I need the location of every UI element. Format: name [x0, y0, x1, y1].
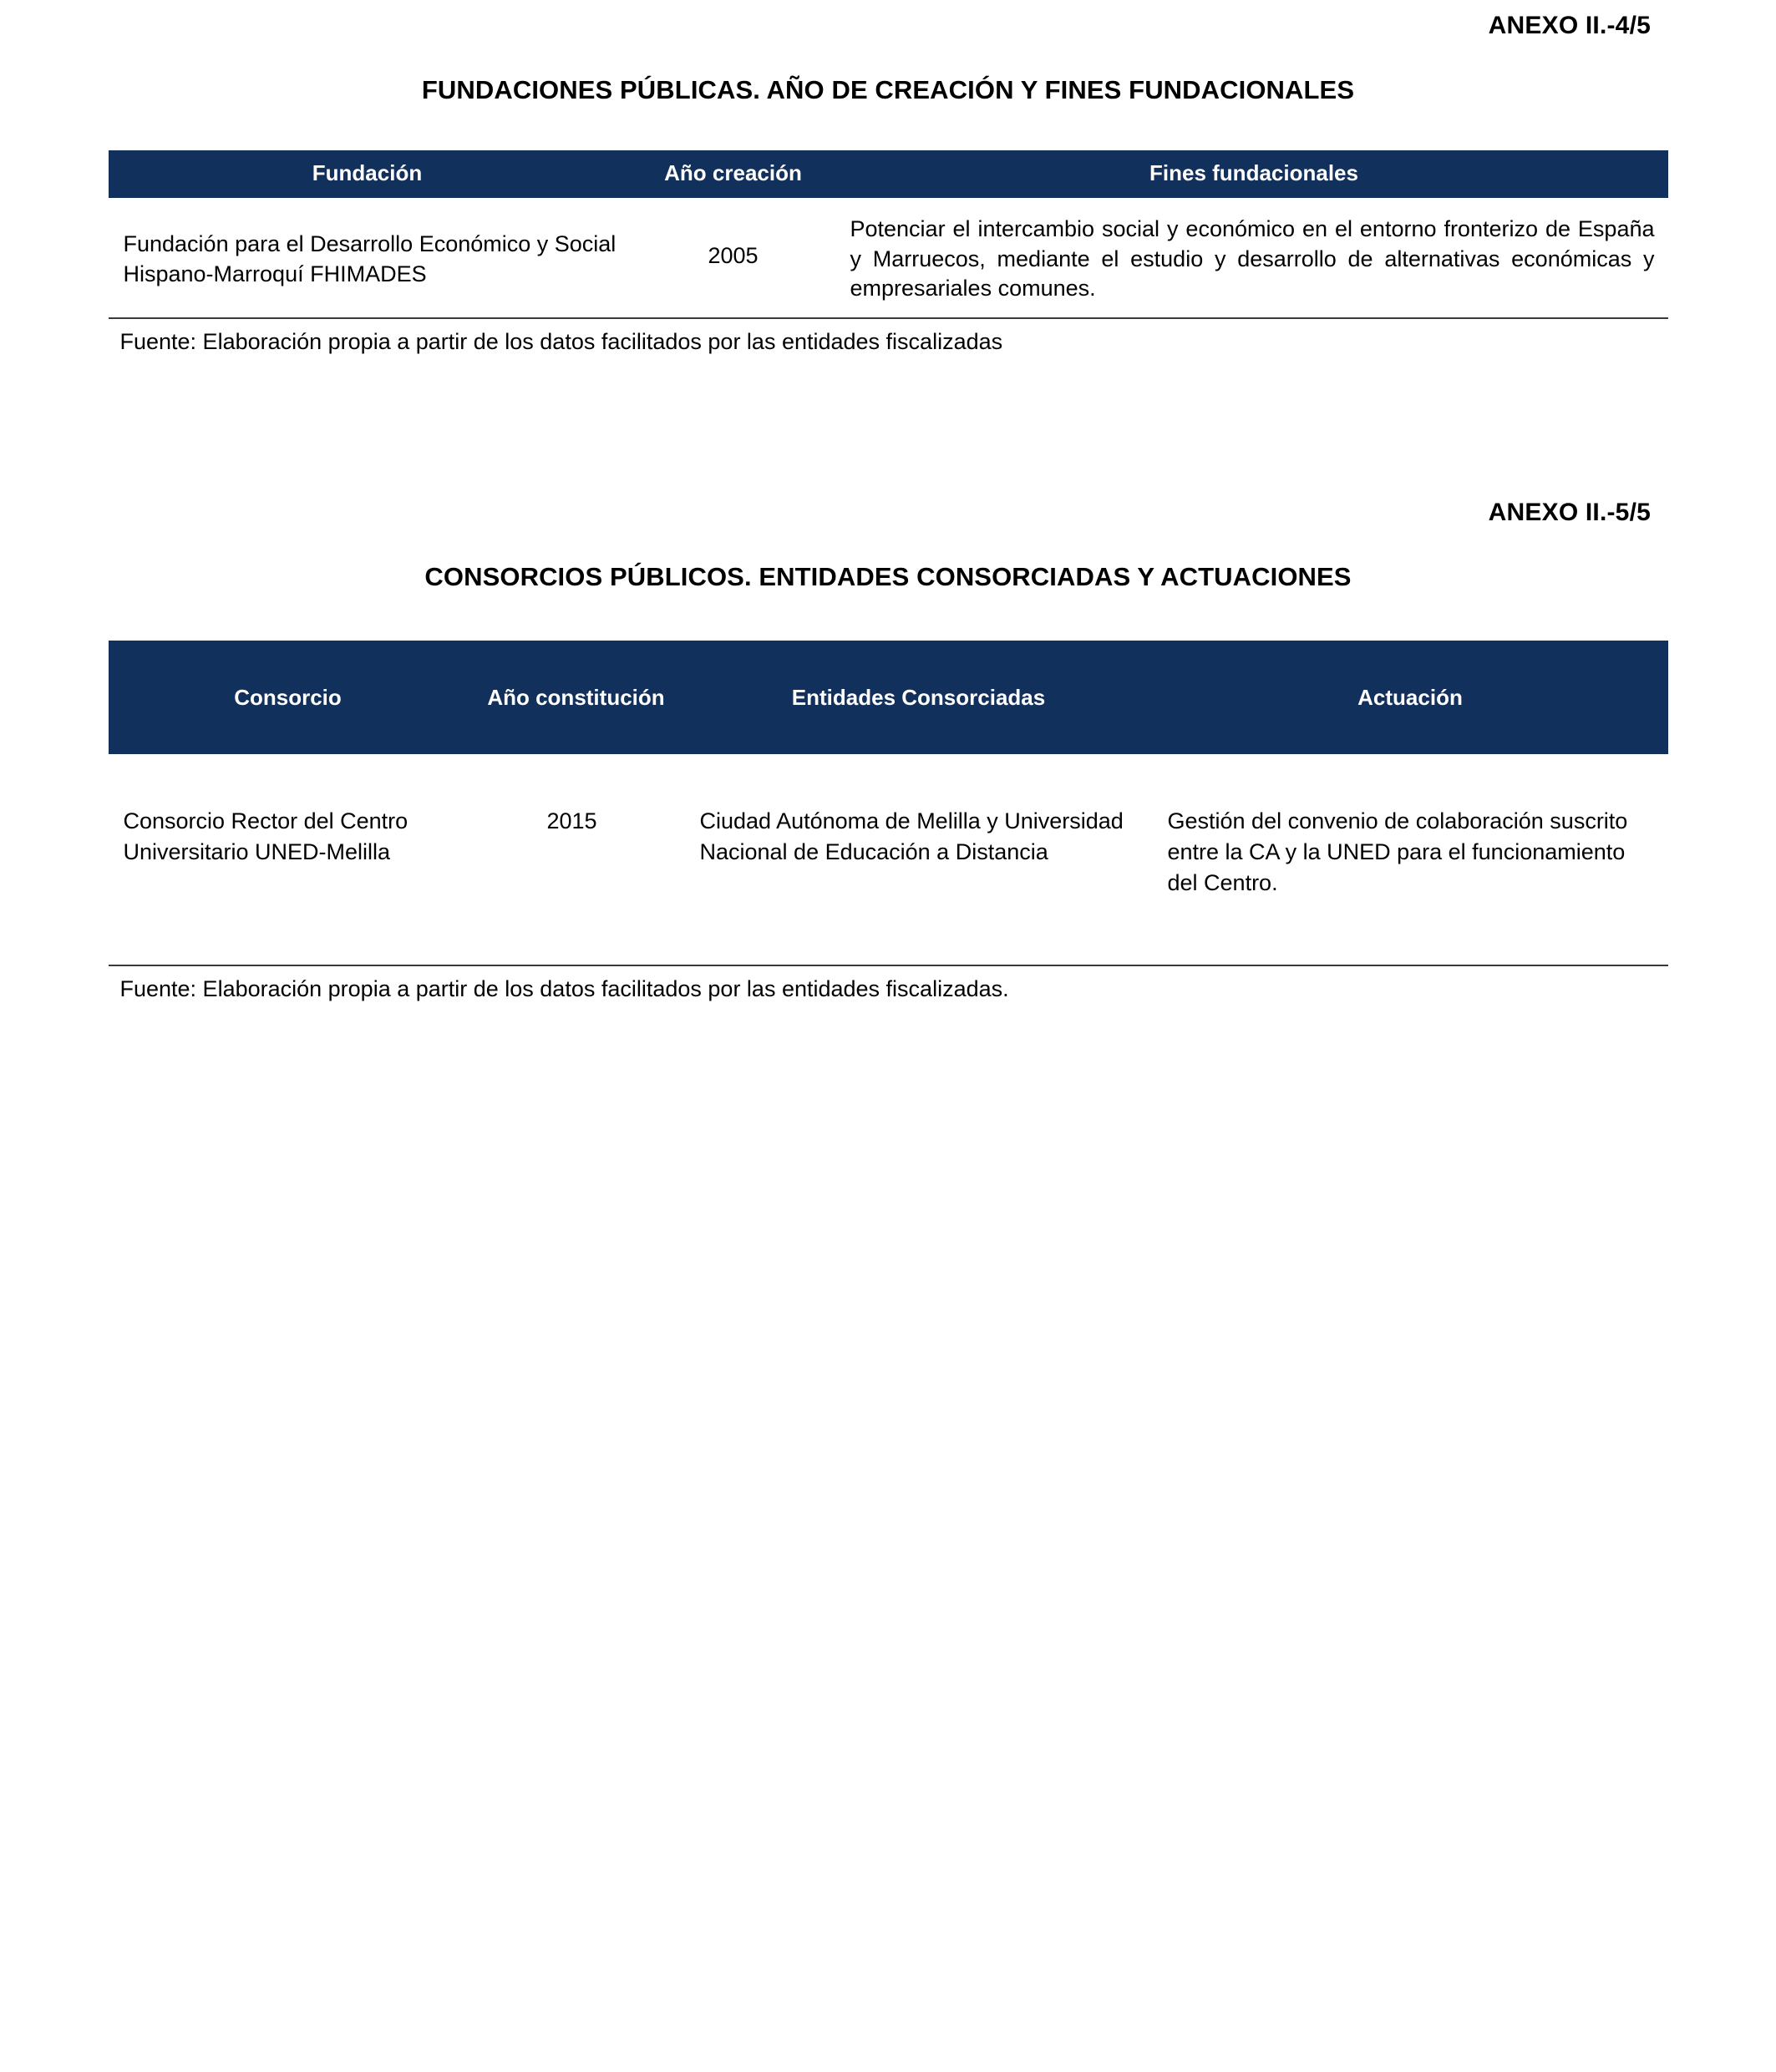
cell-consorcio-entidades: Ciudad Autónoma de Melilla y Universidad Nacional de Educación a Distancia — [685, 754, 1153, 965]
cell-consorcio-anio: 2015 — [468, 754, 685, 965]
col-header-anio-creacion: Año creación — [627, 150, 840, 198]
table-fundaciones — [109, 150, 1668, 319]
table-consorcios-body — [109, 754, 1668, 965]
section-title-fundaciones: FUNDACIONES PÚBLICAS. AÑO DE CREACIÓN Y FINES FUNDACIONALES — [421, 75, 1355, 104]
col-header-entidades: Entidades Consorciadas — [685, 641, 1153, 754]
cell-fundacion-fines: Potenciar el intercambio social y económico en el entorno fronterizo de España y Marruecos, mediante el estudio y desarrollo de alternativas económicas y empresariales comunes. — [840, 198, 1668, 318]
table-row — [109, 198, 1668, 318]
table-header-row — [109, 150, 1668, 198]
col-header-fines: Fines fundacionales — [840, 150, 1668, 198]
section-title-consorcios: CONSORCIOS PÚBLICOS. ENTIDADES CONSORCIADAS Y ACTUACIONES — [424, 561, 1352, 591]
table-consorcios — [109, 641, 1668, 966]
cell-consorcio-actuacion: Gestión del convenio de colaboración suscrito entre la CA y la UNED para el funcionamiento del Centro. — [1153, 754, 1668, 965]
cell-fundacion-anio: 2005 — [627, 198, 840, 318]
col-header-fundacion: Fundación — [109, 150, 627, 198]
table-header-row — [109, 641, 1668, 754]
table-fundaciones-header — [109, 150, 1668, 198]
anexo-label-1: ANEXO II.-4/5 — [1488, 12, 1651, 39]
cell-consorcio-nombre: Consorcio Rector del Centro Universitario UNED-Melilla — [109, 754, 468, 965]
col-header-actuacion: Actuación — [1153, 641, 1668, 754]
table-row — [109, 754, 1668, 965]
col-header-anio-constitucion: Año constitución — [468, 641, 685, 754]
table-fundaciones-body — [109, 198, 1668, 318]
col-header-consorcio: Consorcio — [109, 641, 468, 754]
fuente-note-1: Fuente: Elaboración propia a partir de los datos facilitados por las entidades fiscalizadas — [119, 328, 1003, 354]
table-consorcios-header — [109, 641, 1668, 754]
fuente-note-2: Fuente: Elaboración propia a partir de los datos facilitados por las entidades fiscalizadas. — [119, 975, 1009, 1001]
cell-fundacion-nombre: Fundación para el Desarrollo Económico y Social Hispano-Marroquí FHIMADES — [109, 198, 627, 318]
anexo-label-2: ANEXO II.-5/5 — [1488, 498, 1651, 526]
